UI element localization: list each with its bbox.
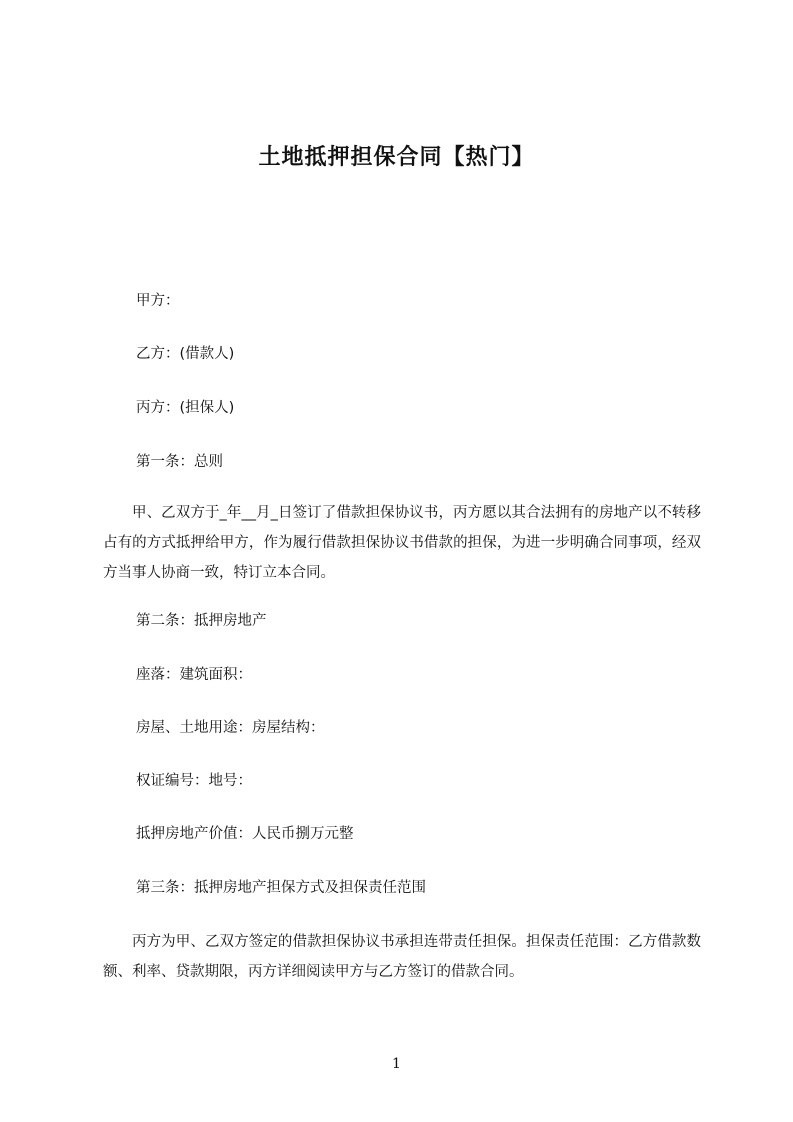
page-number: 1 [392, 1056, 401, 1072]
article-3-body: 丙方为甲、乙双方签定的借款担保协议书承担连带责任担保。担保责任范围：乙方借款数额、利率、贷款期限，丙方详细阅读甲方与乙方签订的借款合同。 [103, 934, 701, 980]
party-b-line: 乙方：(借款人) [136, 346, 235, 362]
party-c-line: 丙方：(担保人) [136, 400, 235, 416]
property-location-line: 座落：建筑面积： [136, 667, 252, 683]
article-1-body: 甲、乙双方于_年__月_日签订了借款担保协议书，丙方愿以其合法拥有的房地产以不转移占有的方式抵押给甲方，作为履行借款担保协议书借款的担保，为进一步明确合同事项，经双方当事人协商一致，特订立本合同。 [103, 505, 701, 581]
property-usage-line: 房屋、土地用途：房屋结构： [136, 720, 325, 736]
property-value-line: 抵押房地产价值：人民币捌万元整 [136, 826, 354, 842]
article-2-heading: 第二条：抵押房地产 [136, 613, 267, 629]
article-3-heading: 第三条：抵押房地产担保方式及担保责任范围 [136, 880, 426, 896]
property-certificate-line: 权证编号：地号： [136, 773, 252, 789]
article-1-heading: 第一条：总则 [136, 454, 223, 470]
party-a-line: 甲方： [136, 293, 180, 309]
document-title: 土地抵押担保合同【热门】 [258, 145, 535, 170]
